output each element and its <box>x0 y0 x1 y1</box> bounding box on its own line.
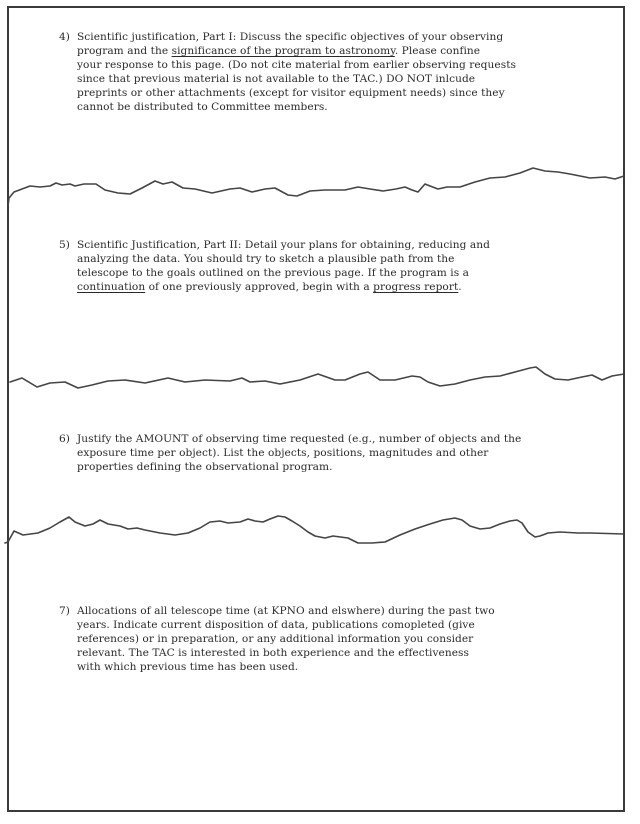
text-line <box>77 660 619 674</box>
text-line <box>77 446 619 460</box>
text-run: relevant. The TAC is interested in both experience and the effectiveness <box>77 647 469 659</box>
section-5-scientific-justification-part-2 <box>59 238 619 294</box>
section-7-previous-allocations <box>59 604 619 674</box>
text-run: cannot be distributed to Committee members. <box>77 101 328 113</box>
torn-page-divider-3 <box>0 500 640 560</box>
section-number: 6) <box>59 433 70 445</box>
text-run: telescope to the goals outlined on the previous page. If the program is a <box>77 267 470 279</box>
torn-page-divider-2 <box>0 358 640 418</box>
text-run: . <box>458 281 462 293</box>
text-run: program and the <box>77 45 172 57</box>
divider-wavy-line <box>8 168 624 206</box>
text-line <box>77 460 619 474</box>
text-line <box>77 432 619 446</box>
text-run: of one previously approved, begin with a <box>145 281 374 293</box>
text-run: Scientific Justification, Part II: Detail your plans for obtaining, reducing and <box>77 239 490 251</box>
text-line <box>77 30 619 44</box>
text-run: with which previous time has been used. <box>77 661 299 673</box>
text-line <box>77 72 619 86</box>
text-line <box>77 58 619 72</box>
text-line <box>77 238 619 252</box>
text-run: Justify the AMOUNT of observing time requested (e.g., number of objects and the <box>77 433 522 445</box>
text-run: exposure time per object). List the objects, positions, magnitudes and other <box>77 447 489 459</box>
text-run: Allocations of all telescope time (at KPNO and elswhere) during the past two <box>77 605 495 617</box>
text-line <box>77 280 619 294</box>
text-line <box>77 252 619 266</box>
text-run: since that previous material is not available to the TAC.) DO NOT inlcude <box>77 73 476 85</box>
text-run: analyzing the data. You should try to sketch a plausible path from the <box>77 253 455 265</box>
section-number: 5) <box>59 239 70 251</box>
torn-page-divider-1 <box>0 168 640 228</box>
section-number: 7) <box>59 605 70 617</box>
text-line <box>77 266 619 280</box>
divider-wavy-line <box>5 516 624 543</box>
section-text <box>77 604 619 674</box>
divider-wavy-line <box>10 367 624 388</box>
text-line <box>77 44 619 58</box>
section-number: 4) <box>59 31 70 43</box>
section-4-scientific-justification-part-1 <box>59 30 619 114</box>
underlined-emphasis: continuation <box>77 281 146 293</box>
text-line <box>77 646 619 660</box>
text-line <box>77 618 619 632</box>
text-run: Scientific justification, Part I: Discuss the specific objectives of your observing <box>77 31 504 43</box>
text-run: preprints or other attachments (except for visitor equipment needs) since they <box>77 87 505 99</box>
underlined-emphasis: progress report <box>373 281 459 293</box>
section-6-justify-amount <box>59 432 619 474</box>
text-line <box>77 604 619 618</box>
underlined-emphasis: significance of the program to astronomy <box>171 45 395 57</box>
section-text <box>77 30 619 114</box>
text-run: references) or in preparation, or any additional information you consider <box>77 633 474 645</box>
text-line <box>77 86 619 100</box>
text-run: . Please confine <box>394 45 481 57</box>
text-run: your response to this page. (Do not cite material from earlier observing requests <box>77 59 516 71</box>
section-text <box>77 238 619 294</box>
text-run: properties defining the observational program. <box>77 461 333 473</box>
text-run: years. Indicate current disposition of data, publications comopleted (give <box>77 619 475 631</box>
text-line <box>77 632 619 646</box>
text-line <box>77 100 619 114</box>
section-text <box>77 432 619 474</box>
